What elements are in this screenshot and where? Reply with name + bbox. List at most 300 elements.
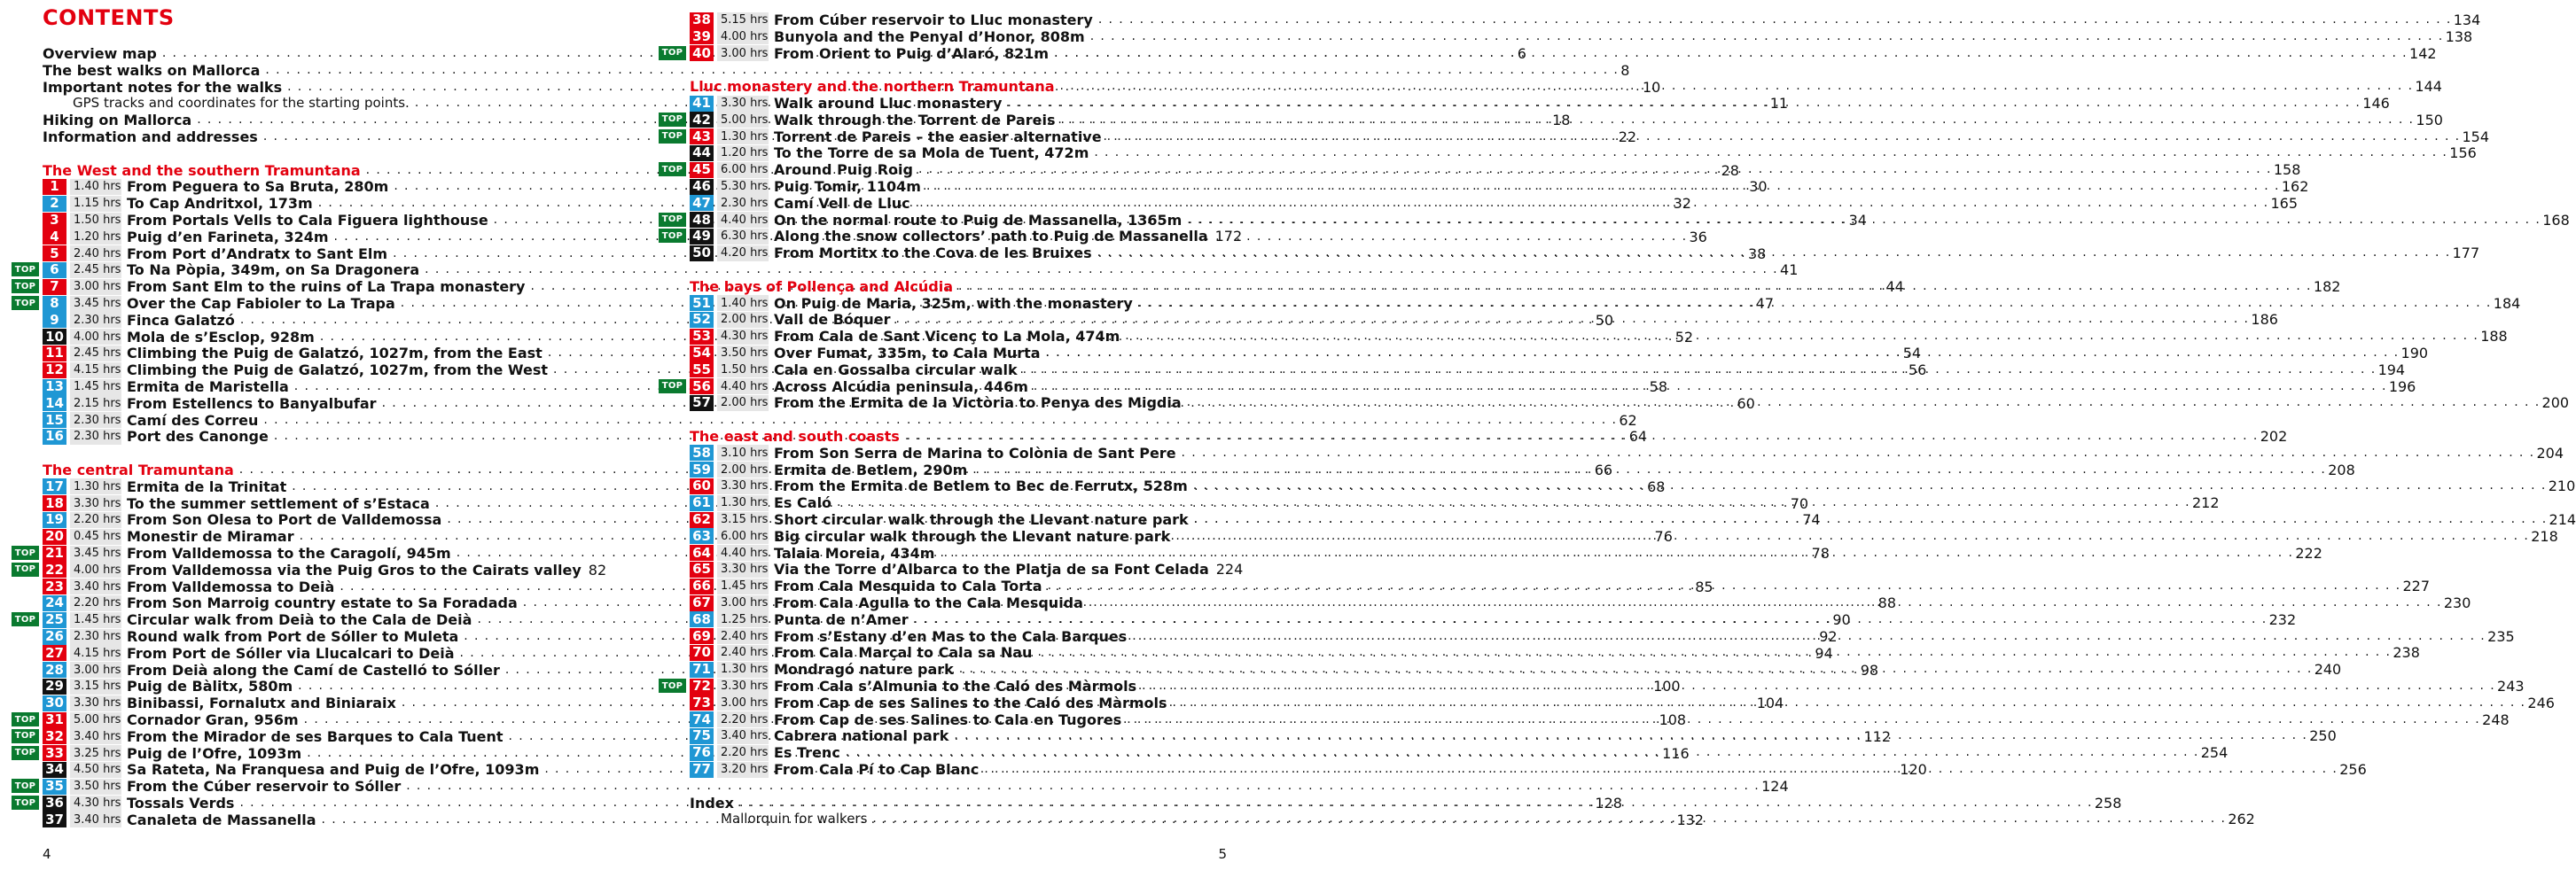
page-reference: 100 [1653, 678, 1681, 695]
page-reference: 146 [2362, 95, 2390, 112]
page-reference: 52 [1674, 328, 1694, 346]
page-reference: 70 [1790, 494, 1809, 512]
walk-number-badge: 2 [43, 196, 66, 212]
dot-leader [1090, 28, 2444, 45]
entry-title: Big circular walk through the Llevant nature park [774, 527, 1171, 545]
entry-title: Important notes for the walks [43, 78, 283, 96]
toc-entry[interactable] [43, 61, 1630, 79]
walk-duration: 2.20 hrs [717, 745, 769, 761]
walk-duration: 3.00 hrs [70, 279, 121, 295]
walk-number-badge: 61 [690, 495, 714, 511]
toc-walk-row[interactable] [14, 261, 1799, 279]
walk-duration: 4.30 hrs [70, 796, 121, 812]
entry-title: From Orient to Puig d’Alaró, 821m [774, 44, 1050, 62]
page-reference: 194 [2377, 361, 2406, 378]
walk-number-badge: 77 [690, 762, 714, 778]
walk-duration: 3.30 hrs [717, 679, 769, 695]
toc-walk-row[interactable] [690, 345, 2429, 361]
entry-title: From Son Serra de Marina to Colònia de Sant Pere [774, 444, 1176, 462]
page-reference: 10 [1643, 78, 1661, 96]
walk-number-badge: 57 [690, 395, 714, 411]
entry-title: From Sant Elm to the ruins of La Trapa monastery [127, 278, 526, 296]
page-reference: 256 [2339, 761, 2367, 778]
page-reference: 128 [1595, 795, 1622, 812]
entry-title: Climbing the Puig de Galatzó, 1027m, from the West [127, 361, 549, 379]
walk-number-badge: 50 [690, 245, 714, 261]
page-reference: 120 [1900, 761, 1927, 779]
entry-title: From Cap de ses Salines to the Caló des Màrmols [774, 694, 1167, 711]
walk-number-badge: 18 [43, 495, 66, 511]
walk-duration: 2.40 hrs [717, 645, 769, 661]
entry-title: Cabrera national park [774, 727, 949, 745]
page-reference: 208 [2328, 461, 2355, 478]
page-reference: 18 [1552, 112, 1571, 129]
walk-duration: 3.25 hrs [70, 745, 121, 761]
page-reference: 210 [2548, 478, 2576, 495]
walk-duration: 4.00 hrs [70, 329, 121, 345]
entry-title: From Peguera to Sa Bruta, 280m [127, 178, 389, 196]
walk-number-badge: 66 [690, 579, 714, 594]
walk-duration: 2.30 hrs [717, 195, 769, 211]
top-badge: TOP [12, 612, 39, 626]
entry-title: From Cala Agulla to the Cala Mesquida [774, 594, 1083, 611]
walk-duration: 4.00 hrs [717, 28, 769, 44]
entry-title: On the normal route to Puig de Massanella, 1365m [774, 211, 1183, 229]
walk-number-badge: 32 [43, 728, 66, 744]
entry-title: Monestir de Miramar [127, 528, 294, 546]
walk-duration: 2.30 hrs [70, 312, 121, 328]
page-reference: 230 [2443, 594, 2471, 611]
walk-number-badge: 40 [690, 45, 714, 61]
walk-duration: 4.15 hrs [70, 645, 121, 661]
page-reference: 138 [2445, 27, 2473, 45]
toc-walk-row[interactable] [14, 778, 1789, 796]
walk-number-badge: 62 [690, 512, 714, 528]
walk-duration: 2.45 hrs [70, 262, 121, 278]
dot-leader [1125, 328, 2478, 345]
walk-duration: 6.30 hrs [717, 229, 769, 245]
entry-title: Cornador Gran, 956m [127, 711, 299, 728]
dot-leader [1097, 245, 2451, 261]
toc-walk-row[interactable] [690, 627, 2515, 645]
entry-title: From Son Marroig country estate to Sa Foradada [127, 594, 518, 612]
entry-title: The central Tramuntana [43, 462, 234, 478]
walk-duration: 5.00 hrs [717, 112, 769, 128]
dot-leader [916, 195, 2269, 212]
walk-duration: 0.45 hrs [70, 529, 121, 545]
walk-number-badge: 11 [43, 346, 66, 361]
dot-leader [1132, 628, 2486, 645]
top-badge: TOP [659, 679, 686, 693]
walk-number-badge: 45 [690, 162, 714, 178]
walk-number-badge: 43 [690, 128, 714, 144]
entry-title: From Valldemossa to Deià [127, 578, 335, 595]
walk-duration: 3.40 hrs [70, 812, 121, 827]
entry-title: Mondragó nature park [774, 661, 954, 679]
page-reference: 88 [1877, 594, 1897, 612]
walk-number-badge: 55 [690, 361, 714, 377]
walk-number-badge: 70 [690, 645, 714, 661]
entry-title: Across Alcúdia peninsula, 446m [774, 377, 1028, 395]
entry-title: From Port d’Andratx to Sant Elm [127, 245, 388, 262]
walk-duration: 2.00 hrs [717, 395, 769, 411]
entry-title: To the summer settlement of s’Estaca [127, 494, 430, 512]
page-reference: 94 [1815, 644, 1833, 662]
walk-duration: 3.50 hrs [70, 779, 121, 795]
page-reference: 112 [1863, 727, 1891, 745]
page-reference: 142 [2409, 44, 2437, 62]
entry-title: From Estellencs to Banyalbufar [127, 394, 377, 412]
page-reference: 78 [1811, 545, 1830, 562]
entry-title: Via the Torre d’Albarca to the Platja de sa Font Celada [774, 561, 1209, 579]
dot-leader [918, 161, 2272, 178]
entry-title: Ermita de Betlem, 290m [774, 461, 968, 478]
dot-leader [846, 744, 2199, 761]
toc-walk-row[interactable] [690, 444, 2564, 462]
walk-number-badge: 28 [43, 662, 66, 678]
entry-title: Puig de l’Ofre, 1093m [127, 744, 302, 762]
walk-duration: 1.20 hrs [717, 145, 769, 161]
page-reference: 224 [1215, 561, 1244, 579]
entry-title: Around Puig Roig [774, 161, 913, 179]
walk-number-badge: 35 [43, 779, 66, 795]
entry-title: Canaleta de Massanella [127, 811, 316, 828]
walk-duration: 3.30 hrs [717, 478, 769, 494]
dot-leader [1175, 528, 2529, 545]
page-reference: 168 [2542, 211, 2570, 229]
toc-walk-row[interactable] [661, 44, 2437, 62]
top-badge: TOP [12, 796, 39, 810]
walk-number-badge: 74 [690, 711, 714, 727]
walk-number-badge: 29 [43, 679, 66, 695]
walk-number-badge: 38 [690, 12, 714, 28]
entry-title: From the Ermita de Betlem to Bec de Ferrutx, 528m [774, 478, 1188, 495]
entry-title: From Cala Mesquida to Cala Torta [774, 578, 1042, 595]
page-reference: 74 [1802, 511, 1821, 529]
page-reference: 50 [1595, 311, 1614, 329]
page-reference: 182 [2313, 277, 2341, 295]
walk-number-badge: 24 [43, 595, 66, 611]
page-reference: 60 [1737, 394, 1755, 412]
entry-title: From the Ermita de la Victòria to Penya des Migdia [774, 394, 1182, 412]
walk-duration: 5.15 hrs [717, 12, 769, 28]
walk-number-badge: 12 [43, 362, 66, 378]
walk-number-badge: 22 [43, 562, 66, 578]
top-badge: TOP [12, 279, 39, 293]
walk-duration: 2.45 hrs [70, 346, 121, 361]
page-reference: 150 [2416, 111, 2443, 128]
entry-title: Vall de Bóquer [774, 311, 891, 329]
walk-number-badge: 67 [690, 595, 714, 611]
entry-title: Circular walk from Deià to the Cala de Deià [127, 611, 472, 629]
dot-leader [1023, 361, 2377, 378]
entry-title: Tossals Verds [127, 795, 235, 812]
entry-title: Lluc monastery and the northern Tramuntana [690, 78, 1055, 96]
page-reference: 124 [1761, 778, 1789, 796]
walk-number-badge: 58 [690, 445, 714, 461]
page-reference: 116 [1662, 744, 1690, 762]
page-reference: 240 [2314, 661, 2342, 679]
entry-title: Finca Galatzó [127, 311, 235, 329]
walk-number-badge: 64 [690, 545, 714, 561]
walk-number-badge: 31 [43, 712, 66, 728]
entry-title: Walk around Lluc monastery [774, 95, 1003, 112]
entry-title: From Cala de Sant Vicenç to La Mola, 474m [774, 328, 1120, 346]
toc-walk-row[interactable] [690, 178, 2309, 195]
entry-title: From Mortitx to the Cova de les Bruixes [774, 245, 1092, 262]
page-reference: 158 [2273, 161, 2301, 179]
top-badge: TOP [659, 46, 686, 60]
entry-title: The best walks on Mallorca [43, 61, 261, 79]
page-reference: 222 [2295, 544, 2322, 562]
contents-title: CONTENTS [43, 5, 175, 30]
walk-number-badge: 1 [43, 179, 66, 195]
walk-duration: 2.00 hrs [717, 462, 769, 478]
walk-number-badge: 3 [43, 213, 66, 229]
entry-title: Torrent de Pareis – the easier alternative [774, 128, 1102, 145]
entry-title: From Port de Sóller via Llucalcari to Deià [127, 644, 455, 662]
toc-walk-row[interactable] [43, 411, 1637, 429]
page-reference: 22 [1618, 128, 1637, 145]
walk-number-badge: 56 [690, 378, 714, 394]
entry-title: Es Caló [774, 494, 832, 512]
page-reference: 144 [2415, 78, 2442, 96]
walk-duration: 1.40 hrs [717, 295, 769, 311]
walk-duration: 3.45 hrs [70, 546, 121, 562]
toc-walk-row[interactable] [661, 228, 1243, 245]
entry-title: From Cúber reservoir to Lluc monastery [774, 12, 1093, 28]
walk-number-badge: 46 [690, 179, 714, 195]
walk-number-badge: 72 [690, 679, 714, 695]
walk-number-badge: 68 [690, 611, 714, 627]
dot-leader [926, 178, 2280, 195]
walk-duration: 4.40 hrs [717, 378, 769, 394]
entry-title: Mallorquin for walkers [721, 811, 868, 827]
walk-duration: 3.40 hrs [70, 728, 121, 744]
walk-duration: 1.20 hrs [70, 229, 121, 245]
walk-duration: 3.00 hrs [717, 695, 769, 711]
walk-duration: 4.40 hrs [717, 212, 769, 228]
toc-walk-row[interactable] [690, 27, 2473, 45]
entry-title: Port des Canonge [127, 428, 269, 446]
walk-duration: 3.20 hrs [717, 762, 769, 778]
entry-title: Along the snow collectors’ path to Puig de Massanella [774, 228, 1208, 245]
dot-leader [1048, 578, 2401, 594]
walk-duration: 1.30 hrs [717, 495, 769, 511]
walk-duration: 2.30 hrs [70, 412, 121, 428]
toc-walk-row[interactable] [690, 561, 1244, 579]
page-reference: 235 [2487, 627, 2515, 645]
dot-leader [1098, 12, 2452, 28]
walk-duration: 3.30 hrs [70, 495, 121, 511]
page-reference: 6 [1517, 45, 1526, 62]
walk-number-badge: 76 [690, 745, 714, 761]
walk-number-badge: 34 [43, 762, 66, 778]
walk-number-badge: 17 [43, 478, 66, 494]
page-reference: 200 [2541, 394, 2570, 412]
dot-leader [972, 462, 2326, 478]
walk-duration: 3.15 hrs [717, 512, 769, 528]
page-number-right: 5 [1218, 846, 1227, 862]
walk-number-badge: 10 [43, 329, 66, 345]
walk-duration: 3.50 hrs [717, 346, 769, 361]
entry-title: From s’Estany d’en Mas to the Cala Barques [774, 627, 1128, 645]
walk-number-badge: 71 [690, 662, 714, 678]
walk-duration: 3.10 hrs [717, 445, 769, 461]
walk-duration: 5.00 hrs [70, 712, 121, 728]
dot-leader [1037, 644, 2391, 661]
walk-number-badge: 27 [43, 645, 66, 661]
entry-title: Overview map [43, 45, 157, 62]
dot-leader [984, 761, 2338, 778]
walk-duration: 1.25 hrs [717, 611, 769, 627]
walk-duration: 2.20 hrs [717, 711, 769, 727]
page-reference: 92 [1819, 628, 1838, 645]
page-reference: 82 [588, 561, 607, 579]
page-reference: 250 [2309, 727, 2337, 745]
entry-title: To Na Pòpia, 349m, on Sa Dragonera [127, 261, 420, 279]
page-reference: 44 [1885, 278, 1904, 296]
walk-duration: 2.30 hrs [70, 629, 121, 645]
page-reference: 134 [2453, 12, 2481, 28]
walk-duration: 1.40 hrs [70, 179, 121, 195]
entry-title: From Valldemossa via the Puig Gros to the Cairats valley [127, 561, 582, 579]
page-reference: 227 [2402, 578, 2431, 595]
walk-duration: 1.45 hrs [70, 612, 121, 628]
dot-leader [959, 661, 2313, 678]
walk-number-badge: 14 [43, 395, 66, 411]
page-reference: 254 [2200, 744, 2229, 762]
entry-title: From Deià along the Camí de Castelló to Sóller [127, 661, 500, 679]
page-reference: 58 [1649, 378, 1668, 395]
page-reference: 202 [2260, 428, 2288, 445]
top-badge: TOP [12, 563, 39, 577]
walk-number-badge: 19 [43, 512, 66, 528]
walk-number-badge: 51 [690, 295, 714, 311]
dot-leader [1194, 511, 2548, 528]
page-reference: 165 [2270, 194, 2299, 212]
walk-duration: 2.30 hrs [70, 429, 121, 445]
dot-leader [1060, 78, 2414, 95]
page-reference: 8 [1620, 61, 1630, 79]
entry-title: The bays of Pollença and Alcúdia [690, 277, 953, 295]
dot-leader [1034, 378, 2387, 395]
toc-walk-row[interactable] [690, 144, 2477, 162]
page-reference: 243 [2497, 678, 2525, 695]
entry-title: Es Trenc [774, 744, 840, 762]
page-reference: 156 [2449, 144, 2477, 162]
walk-number-badge: 20 [43, 529, 66, 545]
page-reference: 177 [2452, 245, 2480, 262]
entry-title: Over the Cap Fabioler to La Trapa [127, 295, 395, 312]
entry-title: From Valldemossa to the Caragolí, 945m [127, 545, 451, 562]
page-reference: 104 [1756, 695, 1784, 712]
page-reference: 85 [1695, 578, 1713, 595]
entry-title: From Cap de ses Salines to Cala en Tugores [774, 711, 1122, 728]
page-reference: 232 [2268, 610, 2297, 628]
dot-leader [1173, 695, 2526, 711]
page-reference: 90 [1832, 611, 1851, 629]
dot-leader [1187, 212, 2541, 229]
dot-leader [914, 611, 2268, 628]
toc-walk-row[interactable] [690, 12, 2481, 28]
walk-number-badge: 69 [690, 628, 714, 644]
page-reference: 190 [2400, 345, 2429, 361]
page-reference: 258 [2094, 794, 2122, 812]
walk-number-badge: 16 [43, 429, 66, 445]
page-reference: 76 [1654, 528, 1673, 546]
walk-number-badge: 59 [690, 462, 714, 478]
dot-leader [1187, 394, 2541, 411]
walk-duration: 1.45 hrs [70, 379, 121, 395]
walk-number-badge: 30 [43, 695, 66, 711]
walk-duration: 6.00 hrs [717, 162, 769, 178]
walk-duration: 4.30 hrs [717, 329, 769, 345]
entry-title: Index [690, 794, 734, 812]
page-number-left: 4 [43, 846, 51, 862]
walk-duration: 1.15 hrs [70, 196, 121, 212]
page-reference: 238 [2393, 644, 2420, 662]
walk-duration: 1.45 hrs [717, 579, 769, 594]
walk-number-badge: 36 [43, 796, 66, 812]
page-reference: 132 [1676, 811, 1704, 828]
walk-number-badge: 42 [690, 112, 714, 128]
page-reference: 218 [2531, 527, 2558, 545]
top-badge: TOP [659, 162, 686, 176]
top-badge: TOP [659, 229, 686, 243]
page-reference: 66 [1594, 462, 1613, 478]
walk-duration: 4.20 hrs [717, 245, 769, 261]
dot-leader [1007, 95, 2361, 112]
entry-title: Mola de s’Esclop, 928m [127, 328, 315, 346]
page-reference: 154 [2462, 128, 2490, 145]
dot-leader [1107, 128, 2461, 145]
entry-title: From the Mirador de ses Barques to Cala Tuent [127, 727, 503, 745]
walk-duration: 2.40 hrs [717, 628, 769, 644]
walk-number-badge: 15 [43, 412, 66, 428]
dot-leader [1054, 45, 2408, 62]
top-badge: TOP [12, 262, 39, 276]
entry-title: Punta de n’Amer [774, 610, 909, 628]
walk-duration: 1.50 hrs [70, 213, 121, 229]
dot-leader [905, 428, 2259, 445]
dot-leader [1138, 295, 2492, 312]
walk-duration: 3.40 hrs [70, 579, 121, 594]
page-reference: 32 [1673, 195, 1691, 213]
walk-duration: 3.30 hrs [70, 695, 121, 711]
walk-number-badge: 37 [43, 812, 66, 827]
page-reference: 188 [2480, 328, 2508, 346]
dot-leader [837, 494, 2190, 511]
walk-duration: 1.30 hrs [70, 478, 121, 494]
page-reference: 11 [1769, 95, 1789, 113]
entry-title: Over Fumat, 335m, to Cala Murta [774, 345, 1041, 361]
top-badge: TOP [12, 296, 39, 310]
walk-number-badge: 49 [690, 229, 714, 245]
walk-number-badge: 9 [43, 312, 66, 328]
dot-leader [739, 795, 2093, 812]
walk-duration: 4.40 hrs [717, 545, 769, 561]
walk-number-badge: 13 [43, 379, 66, 395]
walk-number-badge: 47 [690, 195, 714, 211]
entry-title: Camí Vell de Lluc [774, 194, 910, 212]
walk-duration: 3.30 hrs [717, 96, 769, 112]
walk-duration: 3.00 hrs [717, 45, 769, 61]
entry-title: Cala en Gossalba circular walk [774, 361, 1018, 378]
toc-walk-row[interactable] [14, 561, 607, 579]
walk-number-badge: 48 [690, 212, 714, 228]
walk-number-badge: 53 [690, 329, 714, 345]
